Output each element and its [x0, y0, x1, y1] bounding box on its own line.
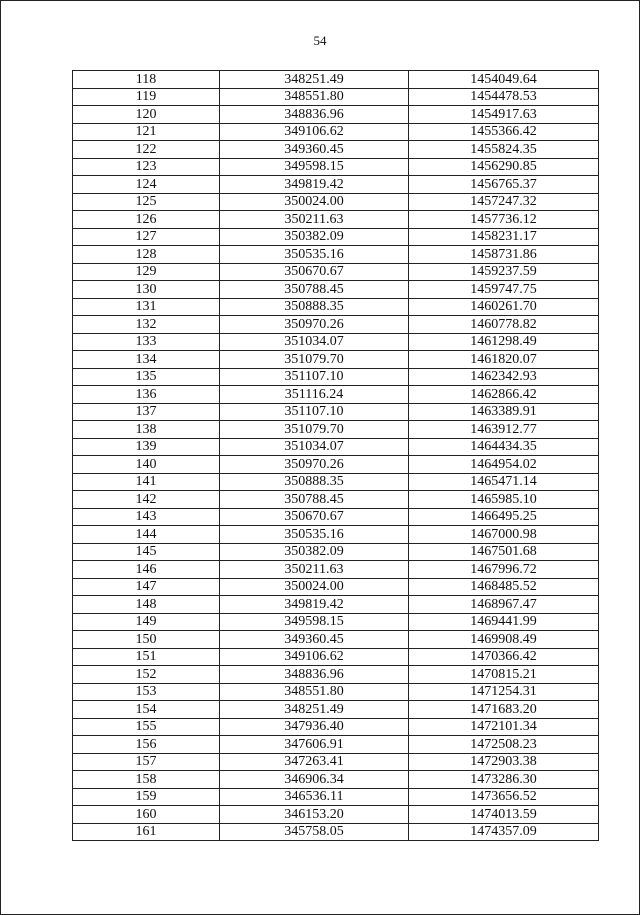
y-coordinate-cell: 1471683.20 [409, 701, 599, 719]
point-number-cell: 144 [73, 526, 220, 544]
y-coordinate-cell: 1455366.42 [409, 123, 599, 141]
table-row [73, 526, 599, 544]
y-coordinate-cell: 1467000.98 [409, 526, 599, 544]
table-row [73, 631, 599, 649]
x-coordinate-cell: 349819.42 [220, 176, 409, 194]
x-coordinate-cell: 350382.09 [220, 543, 409, 561]
y-coordinate-cell: 1465985.10 [409, 491, 599, 509]
point-number-cell: 140 [73, 456, 220, 474]
table-row [73, 543, 599, 561]
y-coordinate-cell: 1458231.17 [409, 228, 599, 246]
point-number-cell: 156 [73, 736, 220, 754]
y-coordinate-cell: 1461820.07 [409, 351, 599, 369]
x-coordinate-cell: 346153.20 [220, 806, 409, 824]
y-coordinate-cell: 1464434.35 [409, 438, 599, 456]
table-row [73, 648, 599, 666]
table-row [73, 333, 599, 351]
point-number-cell: 121 [73, 123, 220, 141]
point-number-cell: 131 [73, 298, 220, 316]
point-number-cell: 125 [73, 193, 220, 211]
table-row [73, 316, 599, 334]
coordinates-table [72, 70, 599, 841]
y-coordinate-cell: 1456290.85 [409, 158, 599, 176]
y-coordinate-cell: 1474013.59 [409, 806, 599, 824]
point-number-cell: 143 [73, 508, 220, 526]
point-number-cell: 159 [73, 788, 220, 806]
table-row [73, 246, 599, 264]
point-number-cell: 142 [73, 491, 220, 509]
y-coordinate-cell: 1471254.31 [409, 683, 599, 701]
point-number-cell: 124 [73, 176, 220, 194]
point-number-cell: 120 [73, 106, 220, 124]
table-row [73, 596, 599, 614]
point-number-cell: 135 [73, 368, 220, 386]
point-number-cell: 149 [73, 613, 220, 631]
point-number-cell: 160 [73, 806, 220, 824]
y-coordinate-cell: 1468967.47 [409, 596, 599, 614]
table-row [73, 701, 599, 719]
table-row [73, 298, 599, 316]
point-number-cell: 148 [73, 596, 220, 614]
x-coordinate-cell: 350888.35 [220, 473, 409, 491]
point-number-cell: 133 [73, 333, 220, 351]
table-row [73, 263, 599, 281]
y-coordinate-cell: 1455824.35 [409, 141, 599, 159]
x-coordinate-cell: 351107.10 [220, 368, 409, 386]
point-number-cell: 123 [73, 158, 220, 176]
table-row [73, 613, 599, 631]
y-coordinate-cell: 1469908.49 [409, 631, 599, 649]
y-coordinate-cell: 1456765.37 [409, 176, 599, 194]
x-coordinate-cell: 347936.40 [220, 718, 409, 736]
table-row [73, 666, 599, 684]
point-number-cell: 157 [73, 753, 220, 771]
y-coordinate-cell: 1473656.52 [409, 788, 599, 806]
y-coordinate-cell: 1459747.75 [409, 281, 599, 299]
y-coordinate-cell: 1470366.42 [409, 648, 599, 666]
y-coordinate-cell: 1467501.68 [409, 543, 599, 561]
x-coordinate-cell: 351107.10 [220, 403, 409, 421]
x-coordinate-cell: 349598.15 [220, 613, 409, 631]
x-coordinate-cell: 350970.26 [220, 456, 409, 474]
y-coordinate-cell: 1464954.02 [409, 456, 599, 474]
x-coordinate-cell: 349106.62 [220, 123, 409, 141]
table-row [73, 71, 599, 89]
table-row [73, 176, 599, 194]
point-number-cell: 129 [73, 263, 220, 281]
y-coordinate-cell: 1468485.52 [409, 578, 599, 596]
x-coordinate-cell: 349106.62 [220, 648, 409, 666]
table-row [73, 368, 599, 386]
y-coordinate-cell: 1474357.09 [409, 823, 599, 841]
x-coordinate-cell: 350211.63 [220, 561, 409, 579]
y-coordinate-cell: 1472508.23 [409, 736, 599, 754]
x-coordinate-cell: 349360.45 [220, 141, 409, 159]
y-coordinate-cell: 1457736.12 [409, 211, 599, 229]
y-coordinate-cell: 1460778.82 [409, 316, 599, 334]
table-row [73, 456, 599, 474]
point-number-cell: 122 [73, 141, 220, 159]
point-number-cell: 158 [73, 771, 220, 789]
y-coordinate-cell: 1460261.70 [409, 298, 599, 316]
y-coordinate-cell: 1458731.86 [409, 246, 599, 264]
x-coordinate-cell: 350888.35 [220, 298, 409, 316]
page-number: 54 [313, 33, 327, 48]
table-row [73, 193, 599, 211]
x-coordinate-cell: 348836.96 [220, 666, 409, 684]
table-row [73, 228, 599, 246]
y-coordinate-cell: 1463389.91 [409, 403, 599, 421]
x-coordinate-cell: 348251.49 [220, 71, 409, 89]
y-coordinate-cell: 1459237.59 [409, 263, 599, 281]
table-row [73, 421, 599, 439]
y-coordinate-cell: 1470815.21 [409, 666, 599, 684]
y-coordinate-cell: 1467996.72 [409, 561, 599, 579]
x-coordinate-cell: 350670.67 [220, 263, 409, 281]
table-row [73, 736, 599, 754]
x-coordinate-cell: 348251.49 [220, 701, 409, 719]
y-coordinate-cell: 1469441.99 [409, 613, 599, 631]
y-coordinate-cell: 1472903.38 [409, 753, 599, 771]
x-coordinate-cell: 348836.96 [220, 106, 409, 124]
y-coordinate-cell: 1473286.30 [409, 771, 599, 789]
table-row [73, 281, 599, 299]
x-coordinate-cell: 346536.11 [220, 788, 409, 806]
y-coordinate-cell: 1454478.53 [409, 88, 599, 106]
table-row [73, 683, 599, 701]
table-row [73, 806, 599, 824]
table-row [73, 753, 599, 771]
x-coordinate-cell: 350211.63 [220, 211, 409, 229]
point-number-cell: 130 [73, 281, 220, 299]
point-number-cell: 153 [73, 683, 220, 701]
x-coordinate-cell: 346906.34 [220, 771, 409, 789]
x-coordinate-cell: 348551.80 [220, 88, 409, 106]
table-body [73, 71, 599, 841]
x-coordinate-cell: 351079.70 [220, 351, 409, 369]
table-row [73, 403, 599, 421]
table-row [73, 578, 599, 596]
table-row [73, 788, 599, 806]
table-row [73, 508, 599, 526]
point-number-cell: 138 [73, 421, 220, 439]
x-coordinate-cell: 349598.15 [220, 158, 409, 176]
x-coordinate-cell: 350970.26 [220, 316, 409, 334]
table-row [73, 141, 599, 159]
table-row [73, 438, 599, 456]
x-coordinate-cell: 349360.45 [220, 631, 409, 649]
point-number-cell: 161 [73, 823, 220, 841]
y-coordinate-cell: 1461298.49 [409, 333, 599, 351]
point-number-cell: 141 [73, 473, 220, 491]
x-coordinate-cell: 350788.45 [220, 491, 409, 509]
table-row [73, 473, 599, 491]
point-number-cell: 147 [73, 578, 220, 596]
x-coordinate-cell: 350024.00 [220, 578, 409, 596]
point-number-cell: 134 [73, 351, 220, 369]
x-coordinate-cell: 348551.80 [220, 683, 409, 701]
x-coordinate-cell: 350788.45 [220, 281, 409, 299]
y-coordinate-cell: 1472101.34 [409, 718, 599, 736]
point-number-cell: 151 [73, 648, 220, 666]
y-coordinate-cell: 1463912.77 [409, 421, 599, 439]
point-number-cell: 119 [73, 88, 220, 106]
point-number-cell: 146 [73, 561, 220, 579]
table-row [73, 386, 599, 404]
point-number-cell: 139 [73, 438, 220, 456]
point-number-cell: 126 [73, 211, 220, 229]
table-row [73, 561, 599, 579]
y-coordinate-cell: 1462342.93 [409, 368, 599, 386]
x-coordinate-cell: 351116.24 [220, 386, 409, 404]
point-number-cell: 127 [73, 228, 220, 246]
y-coordinate-cell: 1465471.14 [409, 473, 599, 491]
point-number-cell: 155 [73, 718, 220, 736]
table-row [73, 158, 599, 176]
point-number-cell: 128 [73, 246, 220, 264]
x-coordinate-cell: 349819.42 [220, 596, 409, 614]
point-number-cell: 150 [73, 631, 220, 649]
table-row [73, 351, 599, 369]
table-row [73, 718, 599, 736]
x-coordinate-cell: 351034.07 [220, 333, 409, 351]
x-coordinate-cell: 351034.07 [220, 438, 409, 456]
point-number-cell: 136 [73, 386, 220, 404]
table-row [73, 771, 599, 789]
point-number-cell: 137 [73, 403, 220, 421]
y-coordinate-cell: 1457247.32 [409, 193, 599, 211]
table-row [73, 211, 599, 229]
x-coordinate-cell: 350535.16 [220, 246, 409, 264]
table-row [73, 123, 599, 141]
table-row [73, 106, 599, 124]
x-coordinate-cell: 347606.91 [220, 736, 409, 754]
y-coordinate-cell: 1466495.25 [409, 508, 599, 526]
table-row [73, 823, 599, 841]
table-row [73, 491, 599, 509]
table-row [73, 88, 599, 106]
y-coordinate-cell: 1462866.42 [409, 386, 599, 404]
point-number-cell: 145 [73, 543, 220, 561]
x-coordinate-cell: 350535.16 [220, 526, 409, 544]
x-coordinate-cell: 350670.67 [220, 508, 409, 526]
x-coordinate-cell: 345758.05 [220, 823, 409, 841]
y-coordinate-cell: 1454917.63 [409, 106, 599, 124]
point-number-cell: 118 [73, 71, 220, 89]
y-coordinate-cell: 1454049.64 [409, 71, 599, 89]
x-coordinate-cell: 350382.09 [220, 228, 409, 246]
x-coordinate-cell: 347263.41 [220, 753, 409, 771]
x-coordinate-cell: 351079.70 [220, 421, 409, 439]
point-number-cell: 132 [73, 316, 220, 334]
point-number-cell: 154 [73, 701, 220, 719]
x-coordinate-cell: 350024.00 [220, 193, 409, 211]
point-number-cell: 152 [73, 666, 220, 684]
